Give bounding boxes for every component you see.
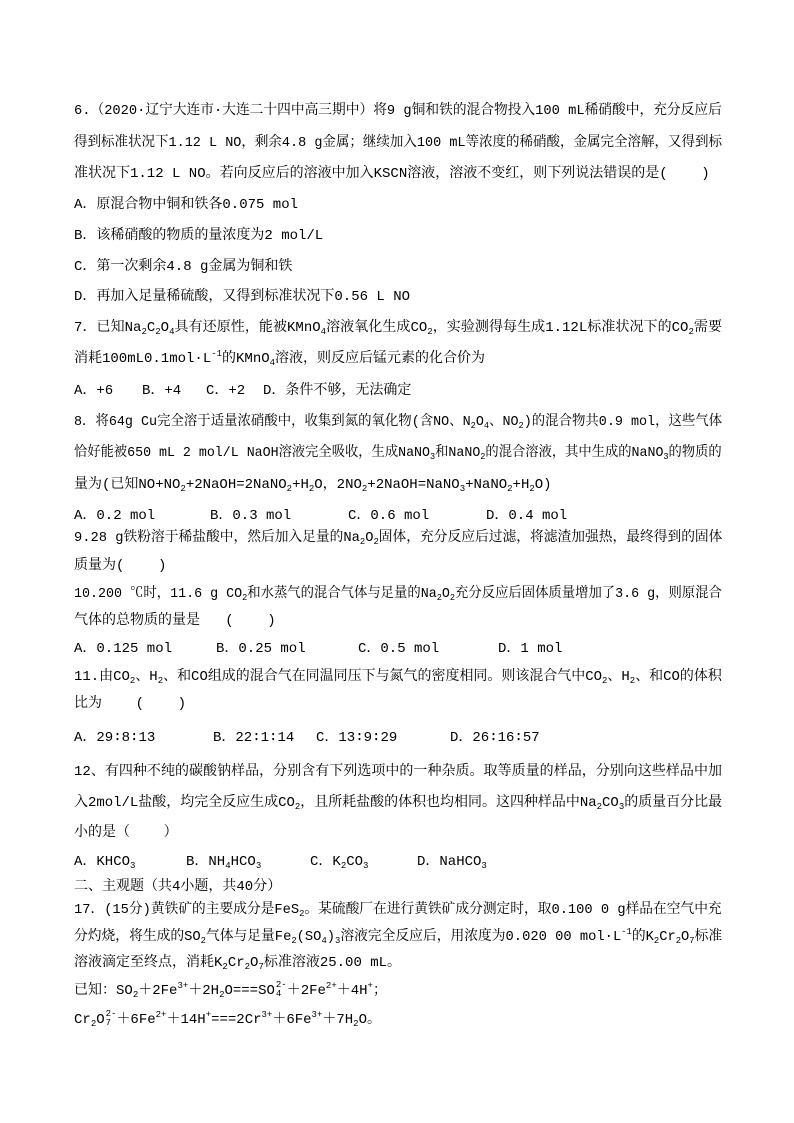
text-run: 溶液完全反应后，用浓度为0.020 00 mol·L [340, 929, 622, 945]
text-run: D．26∶16∶57 [450, 730, 540, 746]
q11-stem-line-1 [74, 667, 721, 687]
text-run: Cr [74, 1012, 91, 1028]
text-run: ＋6Fe [116, 1012, 156, 1028]
text-run: 6.（2020·辽宁大连市·大连二十四中高三期中）将9 g铜和铁的混合物投入100 mL稀硝酸中，充分反应后 [74, 103, 722, 119]
q9-stem-line-1 [74, 528, 723, 548]
text-run: 已知：SO [74, 983, 133, 999]
subscript: 2 [157, 676, 164, 686]
q12-stem-line-2 [74, 793, 721, 813]
text-run: 需要 [693, 320, 722, 336]
subscript: 2 [155, 327, 161, 337]
text-run: 、和CO组成的混合气在同温同压下与氮气的密度相同。则该混合气中CO [163, 669, 603, 685]
text-run: B．0.3 mol [210, 508, 292, 524]
q7-option-d [263, 381, 411, 401]
text-run: 溶液氧化生成CO [326, 320, 428, 336]
text-run: ＋2Fe [286, 983, 326, 999]
text-run: 气体的总物质的量是 ( ) [74, 613, 276, 629]
subscript: 2 [219, 990, 225, 1000]
text-run: 的质量百分比最 [624, 795, 723, 811]
subscript: 2 [294, 802, 301, 812]
q17-given-equation-2 [74, 1010, 722, 1030]
subscript: 2 [308, 484, 315, 494]
text-run: 比为 ( ) [74, 696, 187, 712]
subscript: 2 [688, 327, 694, 337]
q6-option-d [74, 287, 722, 307]
subscript: 7 [258, 962, 264, 972]
q10-option-d [498, 639, 562, 659]
q6-option-c [74, 257, 722, 277]
text-run: 准状况下1.12 L NO。若向反应后的溶液中加入KSCN溶液，溶液不变红，则下列说法错误的是( ) [74, 166, 710, 182]
subscript: 2 [653, 936, 660, 946]
text-run: O [160, 320, 170, 336]
subscript: 2 [427, 327, 433, 337]
subscript: 4 [275, 989, 282, 1000]
text-run: Cr [227, 955, 245, 971]
text-run: 分灼烧，将生成的SO [74, 929, 201, 945]
subscript: 2 [291, 936, 297, 946]
text-run: C．K [310, 854, 341, 870]
text-run: )的混合物共0.9 mol，这些气体 [523, 414, 723, 430]
q17-stem-line-2 [74, 927, 723, 947]
q10-option-a [74, 639, 172, 659]
subscript: 2 [141, 327, 147, 337]
text-run: ===2Cr [211, 1012, 262, 1028]
superscript: 2- [275, 980, 287, 991]
subscript: 3 [430, 452, 436, 462]
text-run: O) [534, 477, 552, 493]
text-run: C．第一次剩余4.8 g金属为铜和铁 [74, 259, 293, 275]
text-run: ，且所耗盐酸的体积也均相同。这四种样品中Na [300, 795, 597, 811]
text-run: ，实验测得每生成1.12L标准状况下的CO [432, 320, 689, 336]
text-run: 标准 [694, 929, 723, 945]
text-run: ； [372, 983, 387, 999]
text-run: C．0.6 mol [348, 508, 430, 524]
text-run: 8．将64g Cu完全溶于适量浓硝酸中，收集到氮的氧化物(含NO、N [74, 414, 471, 430]
q9-stem-line-2 [74, 556, 722, 576]
text-run: O [475, 414, 484, 430]
section-heading [74, 877, 722, 897]
q6-stem-line-3 [74, 164, 722, 184]
subscript: 2 [480, 452, 486, 462]
q11-option-c [316, 728, 397, 748]
superscript: 2+ [155, 1010, 167, 1020]
text-run: +2NaOH=NaNO [367, 477, 460, 493]
text-run: 量为(已知NO+NO [74, 477, 181, 493]
q11-option-d [450, 728, 540, 748]
subscript: 2 [449, 593, 456, 603]
subscript: 2 [340, 861, 347, 871]
text-run: C．0.5 mol [358, 641, 440, 657]
subscript: 2 [90, 1019, 97, 1029]
text-run: 质量为( ) [74, 558, 167, 574]
superscript: 3+ [311, 1010, 323, 1020]
q7-stem-line-1 [74, 318, 722, 338]
text-run: D．0.4 mol [486, 508, 568, 524]
text-run: ) [326, 929, 336, 945]
subscript: 2 [675, 936, 682, 946]
text-run: Cr [659, 929, 676, 945]
q8-stem-line-2 [74, 443, 722, 463]
text-run: 入2mol/L盐酸，均完全反应生成CO [74, 795, 295, 811]
q12-option-b [186, 852, 261, 872]
q12-stem-line-1 [74, 762, 722, 782]
text-run: A．+6 [74, 383, 114, 399]
text-run: O [365, 530, 374, 546]
subscript: 7 [689, 936, 695, 946]
subscript: 2 [244, 962, 251, 972]
text-run: D．再加入足量稀硫酸，又得到标准状况下0.56 L NO [74, 289, 411, 305]
q7-option-b [142, 381, 181, 401]
text-run: 12、有四种不纯的碳酸钠样品，分别含有下列选项中的一种杂质。取等质量的样品，分别向这些样品中加 [74, 764, 722, 780]
text-run: 得到标准状况下1.12 L NO，剩余4.8 g金属；继续加入100 mL等浓度的稀硝酸，金属完全溶解，又得到标 [74, 135, 723, 151]
text-run: B．0.25 mol [216, 641, 306, 657]
q7-stem-line-2 [74, 349, 722, 369]
subscript: 2 [286, 484, 293, 494]
text-run: 的物质的 [668, 445, 722, 461]
q6-option-b [74, 226, 722, 246]
text-run: C [146, 320, 156, 336]
text-run: 7．已知Na [74, 320, 142, 336]
text-run: O，2NO [314, 477, 362, 493]
subscript: 4 [483, 421, 490, 431]
text-run: 恰好能被650 mL 2 mol/L NaOH溶液完全吸收，生成NaNO [74, 445, 431, 461]
subscript: 2 [361, 484, 368, 494]
q11-option-a [74, 728, 155, 748]
text-run: 的K [631, 929, 654, 945]
q17-given-equation-1 [74, 981, 722, 1001]
text-run: 气体与足量Fe [205, 929, 292, 945]
text-run: 溶液，则反应后锰元素的化合价为 [275, 351, 486, 367]
subscript: 2 [373, 537, 379, 547]
text-run: ＋2H [188, 983, 220, 999]
text-run: O。 [358, 1012, 381, 1028]
q12-option-c [310, 852, 368, 872]
text-run: CO [346, 854, 364, 870]
superscript: + [205, 1010, 212, 1020]
subscript: 3 [459, 484, 466, 494]
text-run: 二、主观题（共4小题，共40分） [74, 879, 282, 895]
superscript: 2+ [325, 981, 337, 991]
text-run: 11.由CO [74, 669, 130, 685]
subscript: 4 [169, 327, 175, 337]
subscript: 7 [105, 1018, 112, 1029]
q8-option-c [348, 506, 429, 526]
subscript: 4 [321, 936, 327, 946]
q17-stem-line-1 [74, 900, 722, 920]
text-run: ＋14H [166, 1012, 206, 1028]
subscript: 2 [129, 676, 136, 686]
text-run: B．NH [186, 854, 226, 870]
text-run: ＋2Fe [138, 983, 178, 999]
text-run: 和水蒸气的混合气体与足量的Na [247, 586, 437, 602]
superscript: 2- [105, 1009, 117, 1020]
text-run: 、H [135, 669, 158, 685]
subscript: 2 [180, 484, 186, 494]
text-run: O [441, 586, 450, 602]
q7-option-a [74, 381, 113, 401]
q8-option-b [210, 506, 291, 526]
text-run: 充分反应后固体质量增加了3.6 g，则原混合 [455, 586, 722, 602]
q6-stem-line-2 [74, 133, 723, 153]
text-run: B．该稀硝酸的物质的量浓度为2 mol/L [74, 228, 324, 244]
q11-stem-line-2 [74, 694, 722, 714]
subscript: 2 [242, 593, 248, 603]
subscript: 3 [130, 861, 136, 871]
subscript: 4 [320, 327, 327, 337]
subscript: 4 [225, 861, 231, 871]
superscript: -1 [211, 349, 223, 359]
text-run: +H [512, 477, 530, 493]
q8-option-a [74, 506, 155, 526]
q6-stem-line-1 [74, 101, 722, 121]
superscript: -1 [621, 927, 632, 937]
text-run: 9.28 g铁粉溶于稀盐酸中，然后加入足量的Na [74, 530, 360, 546]
q17-stem-line-3 [74, 953, 722, 973]
text-run: 的混合溶液，其中生成的NaNO [485, 445, 664, 461]
superscript: 3+ [261, 1010, 273, 1020]
text-run: O [250, 955, 259, 971]
text-run: +NaNO [465, 477, 508, 493]
subscript: 3 [663, 452, 669, 462]
subscript: 2 [507, 484, 513, 494]
subscript: 3 [618, 802, 625, 812]
text-run: 17．(15分)黄铁矿的主要成分是FeS [74, 902, 300, 918]
text-run: O===SO [224, 983, 275, 999]
text-run: D．条件不够，无法确定 [263, 383, 412, 399]
subscript-superscript [276, 981, 287, 999]
subscript: 2 [353, 1019, 359, 1029]
q11-option-b [213, 728, 294, 748]
q12-option-d [417, 852, 487, 872]
text-run: A．KHCO [74, 854, 131, 870]
text-run: HCO [230, 854, 256, 870]
subscript: 2 [602, 676, 608, 686]
q6-option-a [74, 195, 722, 215]
subscript: 2 [200, 936, 206, 946]
text-run: 具有还原性，能被KMnO [174, 320, 321, 336]
text-run: (SO [296, 929, 322, 945]
text-run: D．NaHCO [417, 854, 482, 870]
text-run: A．0.2 mol [74, 508, 156, 524]
subscript: 2 [436, 593, 442, 603]
text-run: 、和CO的体积 [635, 669, 722, 685]
subscript: 2 [132, 990, 139, 1000]
q12-stem-line-3 [74, 823, 722, 843]
q10-stem-line-2 [74, 611, 722, 631]
text-run: 小的是（ ） [74, 825, 178, 841]
text-run: B．22∶1∶14 [213, 730, 295, 746]
subscript: 3 [255, 861, 262, 871]
text-run: A．原混合物中铜和铁各0.075 mol [74, 197, 299, 213]
text-run: 10.200 ℃时，11.6 g CO [74, 586, 243, 602]
text-run: 、H [607, 669, 630, 685]
q12-option-a [74, 852, 135, 872]
text-run: 的KMnO [222, 351, 270, 367]
q8-option-d [486, 506, 567, 526]
text-run: B．+4 [142, 383, 182, 399]
text-run: 消耗100mL0.1mol·L [74, 351, 212, 367]
text-run: 和NaNO [435, 445, 481, 461]
subscript: 3 [481, 861, 487, 871]
subscript: 2 [596, 802, 603, 812]
q8-stem-line-3 [74, 475, 722, 495]
text-run: 溶液滴定至终点，消耗K [74, 955, 223, 971]
text-run: A．29∶8∶13 [74, 730, 156, 746]
text-run: D．1 mol [498, 641, 563, 657]
q10-option-b [216, 639, 306, 659]
superscript: + [367, 981, 373, 991]
subscript: 2 [518, 421, 524, 431]
q7-option-c [206, 381, 245, 401]
text-run: 、NO [489, 414, 519, 430]
text-run: 标准溶液25.00 mL。 [263, 955, 402, 971]
text-run: C．13∶9∶29 [316, 730, 398, 746]
subscript: 3 [363, 861, 369, 871]
subscript: 4 [269, 358, 276, 368]
text-run: +H [292, 477, 309, 493]
text-run: CO [602, 795, 619, 811]
text-run: ＋7H [322, 1012, 354, 1028]
subscript: 2 [359, 537, 366, 547]
subscript: 2 [470, 421, 476, 431]
subscript: 2 [222, 962, 228, 972]
subscript: 3 [335, 936, 341, 946]
subscript: 2 [529, 484, 535, 494]
text-run: +2NaOH=2NaNO [185, 477, 287, 493]
text-run: A．0.125 mol [74, 641, 173, 657]
q10-option-c [358, 639, 439, 659]
text-run: ＋6Fe [272, 1012, 312, 1028]
text-run: ＋4H [336, 983, 368, 999]
text-run: C．+2 [206, 383, 246, 399]
subscript: 2 [629, 676, 636, 686]
text-run: O [681, 929, 690, 945]
subscript-superscript [106, 1010, 117, 1028]
q10-stem-line-1 [74, 584, 722, 604]
text-run: 。某硫酸厂在进行黄铁矿成分测定时，取0.100 0 g样品在空气中充 [304, 902, 722, 918]
text-run: O [96, 1012, 105, 1028]
subscript: 2 [299, 909, 305, 919]
q8-stem-line-1 [74, 412, 723, 432]
text-run: 固体，充分反应后过滤，将滤渣加强热，最终得到的固体 [378, 530, 723, 546]
superscript: 3+ [177, 981, 189, 991]
